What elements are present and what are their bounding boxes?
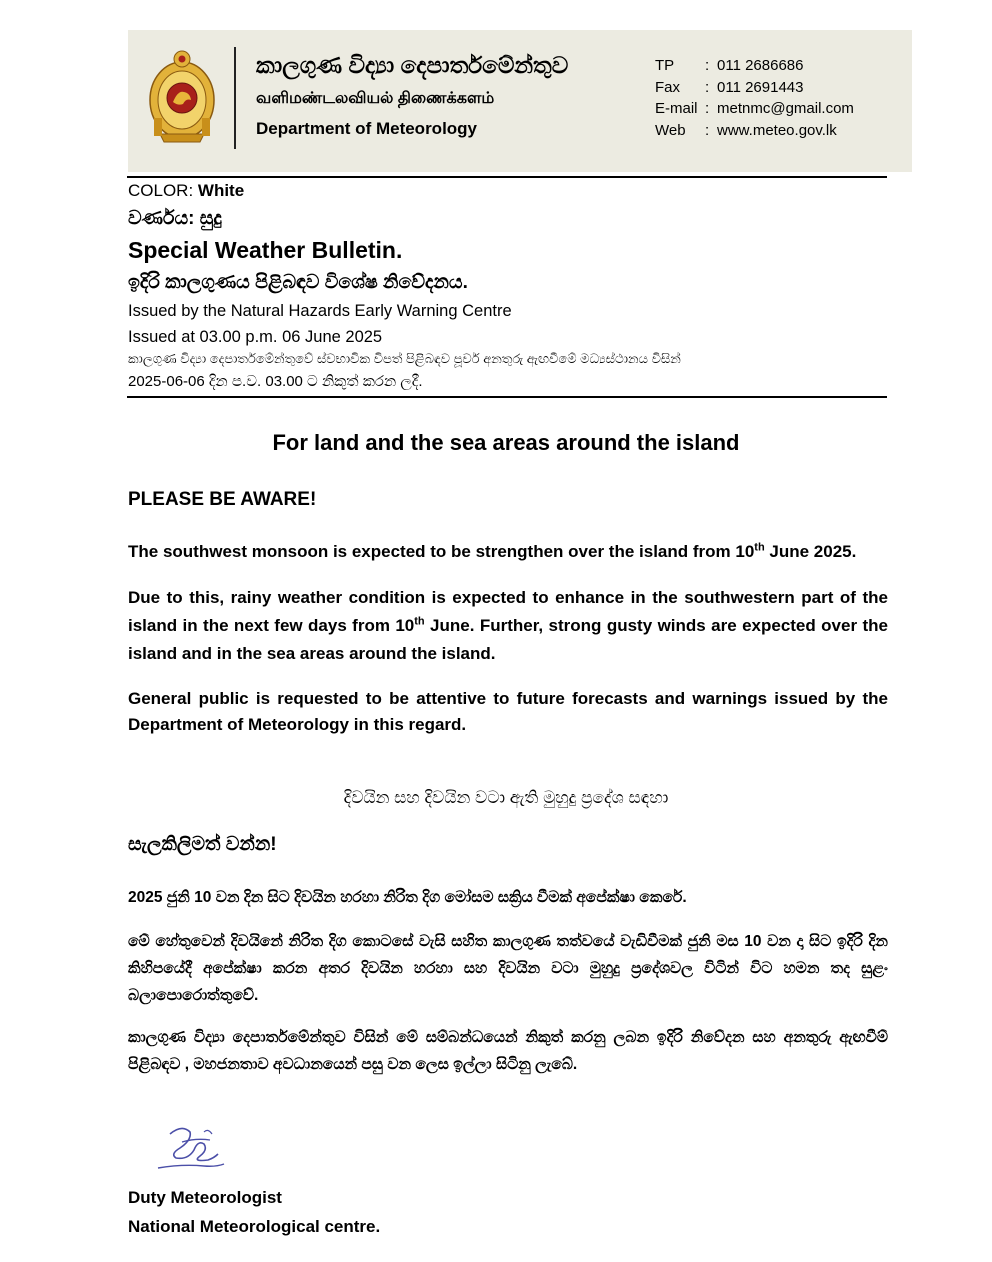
org-name-english: Department of Meteorology <box>256 119 478 138</box>
bulletin-title-si: ඉදිරි කාලගුණය පිළිබඳව විශේෂ නිවේදනය. <box>128 272 468 293</box>
header-divider <box>234 47 236 149</box>
contact-row-tp: TP : 011 2686686 <box>655 55 854 77</box>
contact-row-email: E-mail : metnmc@gmail.com <box>655 98 854 120</box>
sinhala-paragraph-1: 2025 ජුනි 10 වන දින සිට දිවයින හරහා නිරිත දිග මෝසම සක්‍රිය වීමක් අපේක්ෂා කෙරේ. <box>128 889 687 906</box>
sinhala-paragraph-2: මේ හේතුවෙන් දිවයිනේ නිරිත දිග කොටසේ වැසි සහිත කාලගුණ තත්වයේ වැඩිවීමක් ජුනි මස 10 වන දා සිට ඉදිරි දින කිහිපයේදී අපේක්ෂා කරන අතර දිවයින හරහා සහ දිවයින වටා මුහුදු ප්‍රදේශවල විටින් විට හමන තද සුළං බලාපොරොත්තුවේ. <box>128 933 888 1004</box>
contact-value: metnmc@gmail.com <box>717 100 854 117</box>
color-sinhala: වර්ණය: සුදු <box>128 208 222 229</box>
contact-label: TP <box>655 57 675 74</box>
sri-lanka-emblem-icon <box>148 48 216 146</box>
please-be-aware: PLEASE BE AWARE! <box>128 489 317 510</box>
english-heading: For land and the sea areas around the island <box>272 430 740 455</box>
contact-row-fax: Fax : 011 2691443 <box>655 77 854 99</box>
meteorological-centre: National Meteorological centre. <box>128 1217 381 1236</box>
contact-label: Web <box>655 121 686 139</box>
bottom-rule <box>127 396 887 398</box>
contact-value: www.meteo.gov.lk <box>717 121 837 139</box>
duty-meteorologist: Duty Meteorologist <box>128 1188 282 1207</box>
sinhala-paragraph-3: කාලගුණ විද්‍යා දෙපාර්තමේන්තුව විසින් මේ සම්බන්ධයෙන් නිකුත් කරනු ලබන ඉදිරි නිවේදන සහ අනතුරු ඇඟවීම් පිළිබඳව , මහජනතාව අවධානයෙන් පසු වන ලෙස ඉල්ලා සිටිනු ලැබේ. <box>128 1029 888 1073</box>
sinhala-aware: සැලකිලිමත් වන්න! <box>128 834 277 855</box>
issued-si-line1: කාලගුණ විද්‍යා දෙපාර්තමේන්තුවේ ස්වභාවික විපත් පිළිබඳව පූර්ව අනතුරු ඇඟවීමේ මධ්‍යස්ථානය විසින් <box>128 351 681 366</box>
issued-at: Issued at 03.00 p.m. 06 June 2025 <box>128 328 383 346</box>
english-paragraph-1: The southwest monsoon is expected to be strengthen over the island from 10th June 2025. <box>128 541 857 561</box>
issued-by: Issued by the Natural Hazards Early Warning Centre <box>128 302 512 320</box>
top-rule <box>127 176 887 178</box>
org-name-tamil: வளிமண்டலவியல் திணைக்களம் <box>256 90 495 107</box>
contact-label: E-mail <box>655 100 698 117</box>
contact-block <box>655 55 854 141</box>
signature-image <box>152 1120 232 1175</box>
color-value: White <box>197 181 245 200</box>
bulletin-title-en: Special Weather Bulletin. <box>128 237 403 263</box>
color-line <box>128 181 244 201</box>
contact-value: 011 2686686 <box>717 57 804 74</box>
contact-label: Fax <box>655 78 681 96</box>
letterhead <box>128 30 912 172</box>
contact-value: 011 2691443 <box>717 78 804 96</box>
color-label: COLOR: <box>128 181 198 200</box>
english-paragraph-3: General public is requested to be attentive to future forecasts and warnings issued by the Department of Meteorology in this regard. <box>128 689 888 734</box>
org-name-sinhala: කාලගුණ විද්‍යා දෙපාර්තමේන්තුව <box>256 52 569 78</box>
english-paragraph-2: Due to this, rainy weather condition is expected to enhance in the southwestern part of the island in the next few days from 10th June. Further, strong gusty winds are expected over the island and in the sea areas around the island. <box>128 588 888 663</box>
contact-row-web: Web : www.meteo.gov.lk <box>655 120 854 142</box>
sinhala-heading: දිවයින සහ දිවයින වටා ඇති මුහුදු ප්‍රදේශ සඳහා <box>343 788 669 807</box>
issued-si-line2: 2025-06-06 දින ප.ව. 03.00 ට නිකුත් කරන ලදී. <box>128 373 423 390</box>
